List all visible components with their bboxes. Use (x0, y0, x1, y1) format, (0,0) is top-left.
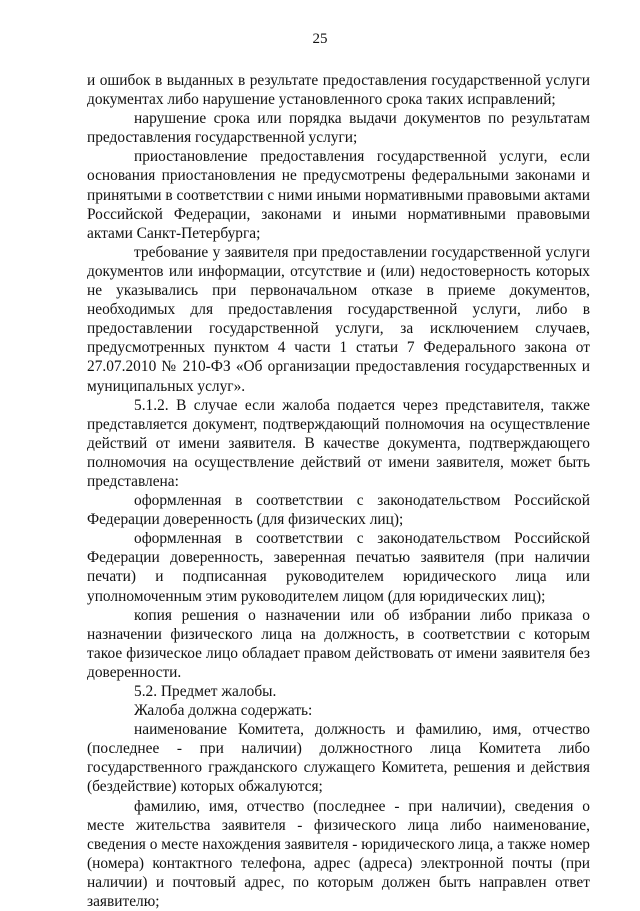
paragraph-12: фамилию, имя, отчество (последнее - при наличии), сведения о месте жительства заявителя - физического лица либо наименование, сведения о месте нахождения заявителя - юридического лица, а также номер (номера) контактного телефона, адрес (адреса) электронной почты (при наличии) и почтовый адрес, по которым должен быть направлен ответ заявителю; (87, 797, 590, 911)
paragraph-8: копия решения о назначении или об избрании либо приказа о назначении физического лица на должность, в соответствии с которым такое физическое лицо обладает правом действовать от имени заявителя без доверенности. (87, 606, 590, 681)
body-text (87, 71, 590, 911)
paragraph-5: 5.1.2. В случае если жалоба подается через представителя, также представляется документ, подтверждающий полномочия на осуществление действий от имени заявителя. В качестве документа, подтверждающего полномочия на осуществление действий от имени заявителя, может быть представлена: (87, 396, 590, 490)
paragraph-1: и ошибок в выданных в результате предоставления государственной услуги документах либо нарушение установленного срока таких исправлений; (87, 72, 590, 109)
paragraph-7: оформленная в соответствии с законодательством Российской Федерации доверенность, заверенная печатью заявителя (при наличии печати) и подписанная руководителем юридического лица или уполномоченным этим руководителем лицом (для юридических лиц); (87, 530, 590, 605)
paragraph-11: наименование Комитета, должность и фамилию, имя, отчество (последнее - при наличии) должностного лица Комитета либо государственного гражданского служащего Комитета, решения и действия (бездействие) которых обжалуются; (87, 721, 590, 796)
paragraph-9: 5.2. Предмет жалобы. (134, 683, 277, 700)
page-number: 25 (312, 31, 328, 47)
paragraph-6: оформленная в соответствии с законодательством Российской Федерации доверенность (для физических лиц); (87, 492, 590, 529)
paragraph-10: Жалоба должна содержать: (134, 702, 313, 720)
paragraph-3: приостановление предоставления государственной услуги, если основания приостановления не предусмотрены федеральными законами и принятыми в соответствии с ними иными нормативными правовыми актами Российской Федерации, законами и иными нормативными правовыми актами Санкт-Петербурга; (87, 148, 590, 242)
paragraph-4: требование у заявителя при предоставлении государственной услуги документов или информации, отсутствие и (или) недостоверность которых не указывались при первоначальном отказе в приеме документов, необходимых для предоставления государственной услуги, либо в предоставлении государственной услуги, за исключением случаев, предусмотренных пунктом 4 части 1 статьи 7 Федерального закона от 27.07.2010 № 210-ФЗ «Об организации предоставления государственных и муниципальных услуг». (87, 243, 590, 395)
paragraph-2: нарушение срока или порядка выдачи документов по результатам предоставления государственной услуги; (87, 110, 590, 147)
